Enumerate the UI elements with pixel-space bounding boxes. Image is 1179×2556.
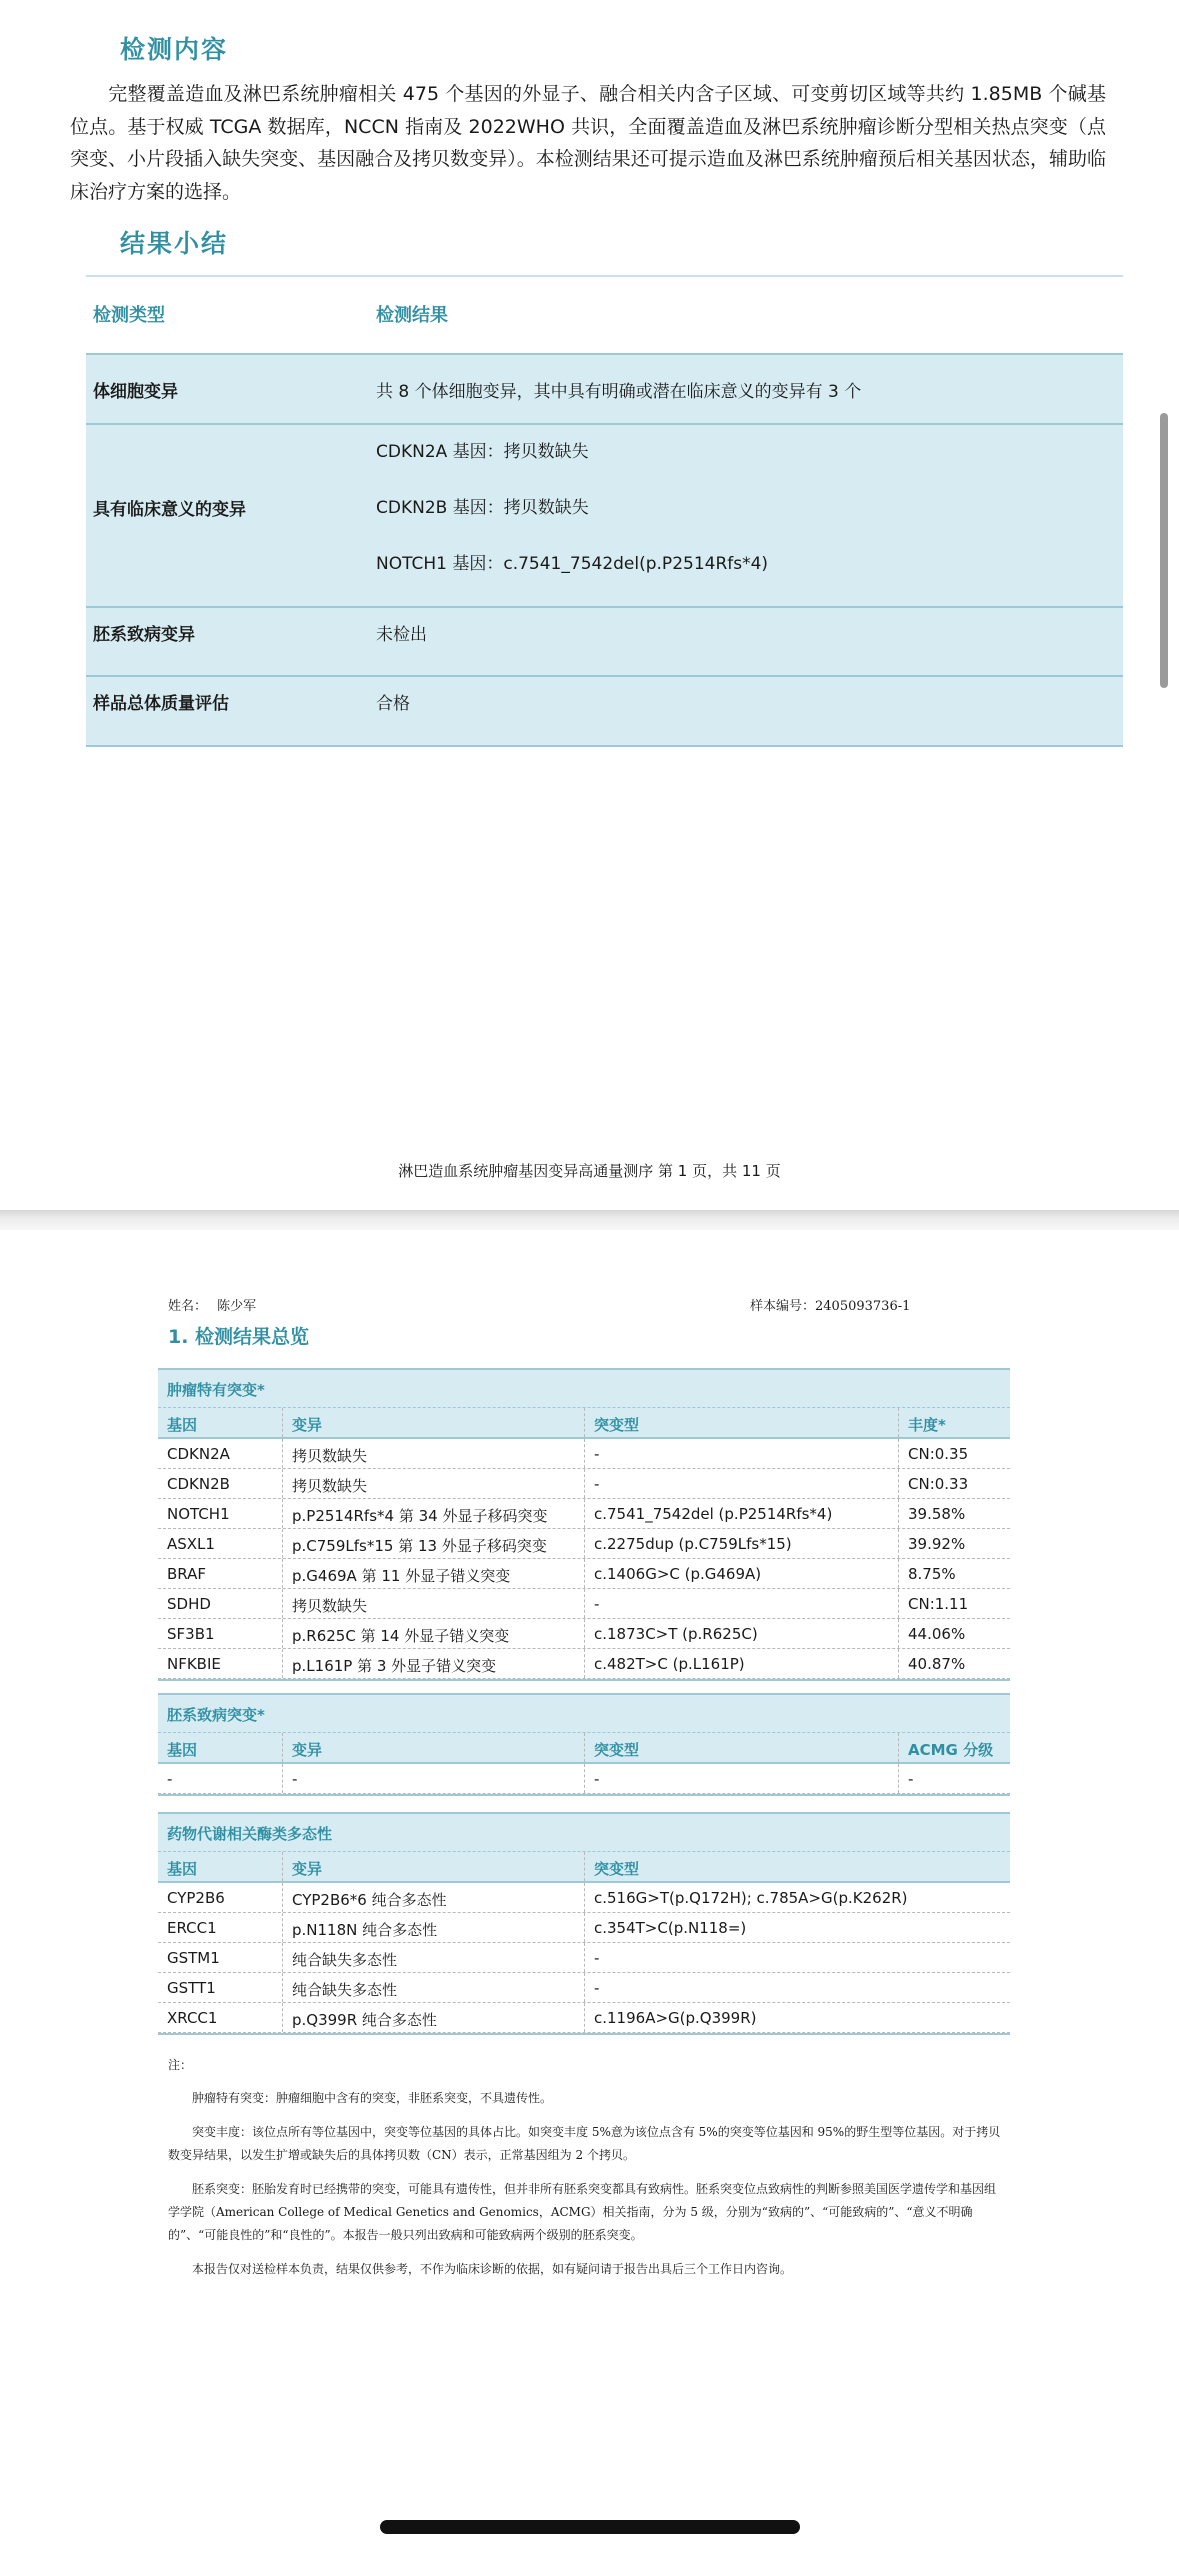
summary-label: 具有临床意义的变异	[93, 500, 246, 520]
col-header: 丰度*	[908, 1416, 946, 1434]
results-overview-heading: 1. 检测结果总览	[168, 1326, 310, 1348]
table-cell: -	[594, 1475, 600, 1493]
summary-value: NOTCH1 基因：c.7541_7542del(p.P2514Rfs*4)	[376, 554, 769, 574]
table-cell: -	[594, 1445, 600, 1463]
table-bottom-rule	[158, 2033, 1010, 2035]
summary-bottom-rule	[86, 745, 1123, 747]
table-title	[158, 1693, 1010, 1732]
note-paragraph: 本报告仅对送检样本负责，结果仅供参考，不作为临床诊断的依据，如有疑问请于报告出具后三个工作日内咨询。	[192, 2262, 793, 2276]
table-row	[158, 1529, 1010, 1559]
table-title	[158, 1368, 1010, 1407]
table-cell: NFKBIE	[167, 1655, 221, 1673]
summary-row-somatic	[86, 353, 1123, 423]
table-cell: BRAF	[167, 1565, 206, 1583]
table-cell: p.N118N 纯合多态性	[292, 1921, 438, 1939]
table-cell: CDKN2B	[167, 1475, 230, 1493]
germline-mutations-table	[158, 1693, 1010, 1796]
table-cell: 39.92%	[908, 1535, 966, 1553]
summary-table	[86, 277, 1123, 747]
table-cell: p.L161P 第 3 外显子错义突变	[292, 1657, 497, 1675]
table-cell: SF3B1	[167, 1625, 215, 1643]
drug-metabolism-table	[158, 1812, 1010, 2035]
table-cell: c.1406G>C (p.G469A)	[594, 1565, 762, 1583]
table-row	[158, 1619, 1010, 1649]
table-cell: -	[594, 1595, 600, 1613]
table-cell: SDHD	[167, 1595, 211, 1613]
col-header: 基因	[167, 1860, 198, 1878]
col-header: 变异	[292, 1860, 323, 1878]
section-title-content: 检测内容	[120, 35, 229, 64]
home-indicator[interactable]	[380, 2520, 800, 2534]
col-header: 基因	[167, 1741, 198, 1759]
table-cell: -	[908, 1770, 914, 1788]
table-header-row	[158, 1732, 1010, 1764]
report-page-2	[0, 1230, 1179, 2556]
table-row	[158, 1883, 1010, 1913]
col-header: 突变型	[594, 1860, 640, 1878]
col-header: 变异	[292, 1416, 323, 1434]
summary-value: 共 8 个体细胞变异，其中具有明确或潜在临床意义的变异有 3 个	[376, 382, 862, 402]
table-cell: 拷贝数缺失	[292, 1597, 368, 1615]
table-cell: c.482T>C (p.L161P)	[594, 1655, 745, 1673]
table-cell: 44.06%	[908, 1625, 966, 1643]
summary-row-clinical	[86, 423, 1123, 606]
summary-value: 合格	[376, 694, 410, 714]
name-value: 陈少军	[217, 1299, 257, 1314]
table-row	[158, 1764, 1010, 1794]
table-row	[158, 1439, 1010, 1469]
note-paragraph: 肿瘤特有突变：肿瘤细胞中含有的突变，非胚系突变，不具遗传性。	[192, 2091, 553, 2105]
table-cell: p.G469A 第 11 外显子错义突变	[292, 1567, 511, 1585]
table-cell: CN:1.11	[908, 1595, 969, 1613]
table-cell: CDKN2A	[167, 1445, 230, 1463]
col-header: 变异	[292, 1741, 323, 1759]
table-row	[158, 1469, 1010, 1499]
table-cell: c.516G>T(p.Q172H); c.785A>G(p.K262R)	[594, 1889, 908, 1907]
notes-label: 注：	[168, 2058, 193, 2072]
summary-value: CDKN2B 基因：拷贝数缺失	[376, 498, 589, 518]
table-cell: p.Q399R 纯合多态性	[292, 2011, 437, 2029]
table-cell: XRCC1	[167, 2009, 218, 2027]
table-cell: ERCC1	[167, 1919, 217, 1937]
table-header-row	[158, 1851, 1010, 1883]
table-cell: c.7541_7542del (p.P2514Rfs*4)	[594, 1505, 833, 1523]
table-cell: GSTM1	[167, 1949, 220, 1967]
report-page-1	[0, 0, 1179, 1210]
table-cell: -	[594, 1770, 600, 1788]
table-row	[158, 1649, 1010, 1679]
table-cell: 40.87%	[908, 1655, 966, 1673]
col-header: ACMG 分级	[908, 1741, 994, 1759]
table-cell: c.354T>C(p.N118=)	[594, 1919, 747, 1937]
page-footer: 淋巴造血系统肿瘤基因变异高通量测序 第 1 页，共 11 页	[398, 1162, 781, 1180]
table-row	[158, 1973, 1010, 2003]
table-title	[158, 1812, 1010, 1851]
name-label: 姓名：	[168, 1299, 208, 1314]
summary-row-germline	[86, 606, 1123, 675]
summary-value: CDKN2A 基因：拷贝数缺失	[376, 442, 589, 462]
patient-name	[168, 1295, 256, 1314]
table-cell: p.C759Lfs*15 第 13 外显子移码突变	[292, 1537, 547, 1555]
table-cell: 39.58%	[908, 1505, 966, 1523]
table-cell: 纯合缺失多态性	[292, 1981, 398, 1999]
sample-value: 2405093736-1	[815, 1299, 911, 1314]
table-cell: 8.75%	[908, 1565, 956, 1583]
table-cell: c.2275dup (p.C759Lfs*15)	[594, 1535, 792, 1553]
col-header: 基因	[167, 1416, 198, 1434]
table-row	[158, 2003, 1010, 2033]
summary-header-row	[86, 277, 1123, 353]
table-title-text: 药物代谢相关酶类多态性	[167, 1825, 333, 1843]
section-title-summary: 结果小结	[120, 229, 229, 258]
page-separator	[0, 1210, 1179, 1230]
sample-label: 样本编号：	[750, 1299, 816, 1314]
summary-row-quality	[86, 675, 1123, 745]
summary-header-type: 检测类型	[93, 305, 165, 326]
table-cell: NOTCH1	[167, 1505, 230, 1523]
table-cell: CN:0.35	[908, 1445, 969, 1463]
table-header-row	[158, 1407, 1010, 1439]
table-row	[158, 1913, 1010, 1943]
intro-text: 完整覆盖造血及淋巴系统肿瘤相关 475 个基因的外显子、融合相关内含子区域、可变剪切区域等共约 1.85MB 个碱基位点。基于权威 TCGA 数据库，NCCN 指南及 2022WHO 共识，全面覆盖造血及淋巴系统肿瘤诊断分型相关热点突变（点突变、小片段插入缺失突变、基因融合及拷贝数变异）。本检测结果还可提示造血及淋巴系统肿瘤预后相关基因状态，辅助临床治疗方案的选择。	[70, 83, 1106, 203]
table-bottom-rule	[158, 1794, 1010, 1796]
note-paragraph: 突变丰度：该位点所有等位基因中，突变等位基因的具体占比。如突变丰度 5%意为该位点含有 5%的突变等位基因和 95%的野生型等位基因。对于拷贝数变异结果，以发生扩增或缺失后的具体拷贝数（CN）表示，正常基因组为 2 个拷贝。	[168, 2125, 1001, 2162]
table-row	[158, 1499, 1010, 1529]
table-cell: -	[167, 1770, 173, 1788]
notes-section	[168, 2054, 1002, 2292]
table-cell: -	[594, 1979, 600, 1997]
summary-label: 体细胞变异	[93, 382, 178, 402]
table-cell: 拷贝数缺失	[292, 1477, 368, 1495]
table-cell: 纯合缺失多态性	[292, 1951, 398, 1969]
summary-header-result: 检测结果	[376, 305, 448, 326]
intro-paragraph	[70, 78, 1106, 208]
table-cell: CYP2B6	[167, 1889, 225, 1907]
table-row	[158, 1589, 1010, 1619]
table-row	[158, 1559, 1010, 1589]
scrollbar-thumb[interactable]	[1160, 413, 1168, 688]
table-row	[158, 1943, 1010, 1973]
col-header: 突变型	[594, 1416, 640, 1434]
col-header: 突变型	[594, 1741, 640, 1759]
sample-id	[750, 1295, 910, 1314]
table-cell: p.P2514Rfs*4 第 34 外显子移码突变	[292, 1507, 548, 1525]
tumor-mutations-table	[158, 1368, 1010, 1681]
table-cell: GSTT1	[167, 1979, 216, 1997]
table-cell: p.R625C 第 14 外显子错义突变	[292, 1627, 510, 1645]
summary-label: 样品总体质量评估	[93, 694, 229, 714]
table-cell: c.1196A>G(p.Q399R)	[594, 2009, 757, 2027]
table-title-text: 胚系致病突变*	[167, 1706, 265, 1724]
table-cell: ASXL1	[167, 1535, 215, 1553]
table-bottom-rule	[158, 1679, 1010, 1681]
table-cell: c.1873C>T (p.R625C)	[594, 1625, 758, 1643]
table-cell: CYP2B6*6 纯合多态性	[292, 1891, 447, 1909]
summary-label: 胚系致病变异	[93, 625, 195, 645]
table-cell: -	[292, 1770, 298, 1788]
table-cell: CN:0.33	[908, 1475, 969, 1493]
table-cell: 拷贝数缺失	[292, 1447, 368, 1465]
summary-value: 未检出	[376, 625, 427, 645]
table-title-text: 肿瘤特有突变*	[167, 1381, 265, 1399]
note-paragraph: 胚系突变：胚胎发育时已经携带的突变，可能具有遗传性，但并非所有胚系突变都具有致病性。胚系突变位点致病性的判断参照美国医学遗传学和基因组学学院（American College of Medical Genetics and Genomics，ACMG）相关指南，分为 5 级，分别为“致病的”、“可能致病的”、“意义不明确的”、“可能良性的”和“良性的”。本报告一般只列出致病和可能致病两个级别的胚系突变。	[168, 2182, 997, 2242]
table-cell: -	[594, 1949, 600, 1967]
